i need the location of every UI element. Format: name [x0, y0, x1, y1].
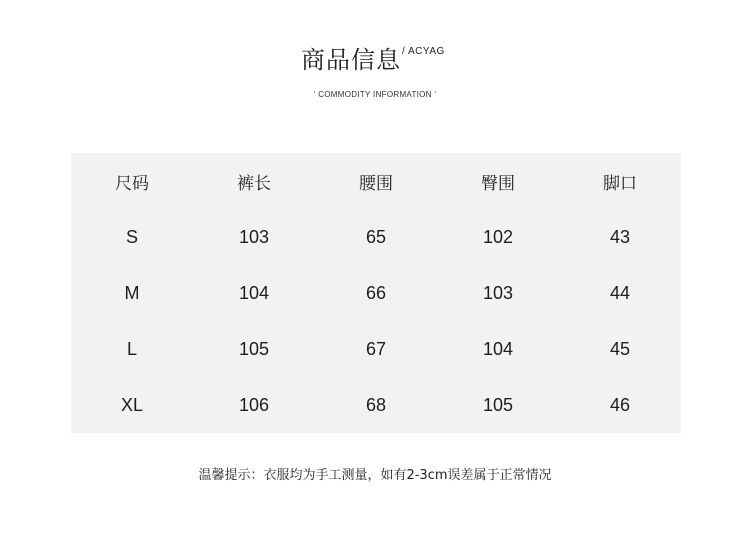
table-cell: 68 — [365, 394, 387, 415]
column-header-length: 裤长 — [237, 173, 271, 194]
table-cell: 103 — [482, 282, 514, 303]
column-header-hip: 臀围 — [481, 173, 515, 194]
table-cell: 104 — [238, 282, 270, 303]
table-cell: 105 — [482, 394, 514, 415]
brand-tag: / ACYAG — [402, 46, 445, 57]
table-cell: 65 — [365, 226, 387, 247]
table-row — [71, 377, 681, 433]
table-cell: 67 — [365, 338, 387, 359]
header — [0, 40, 750, 80]
table-row — [71, 321, 681, 377]
table-cell: L — [126, 338, 137, 359]
table-cell: 104 — [482, 338, 514, 359]
table-cell: XL — [120, 394, 144, 415]
table-cell: S — [125, 226, 138, 247]
table-cell: 44 — [609, 282, 631, 303]
table-header-row — [71, 153, 681, 209]
table-cell: 66 — [365, 282, 387, 303]
table-cell: 45 — [609, 338, 631, 359]
table-cell: 103 — [238, 226, 270, 247]
table-cell: 43 — [609, 226, 631, 247]
table-cell: 106 — [238, 394, 270, 415]
page-title: 商品信息 — [301, 46, 401, 74]
table-cell: 46 — [609, 394, 631, 415]
column-header-waist: 腰围 — [359, 173, 393, 194]
page-subtitle: ‘ COMMODITY INFORMATION ’ — [313, 90, 437, 99]
table-row — [71, 209, 681, 265]
column-header-hem: 脚口 — [603, 173, 637, 194]
size-table-panel — [71, 153, 681, 433]
measurement-note: 温馨提示：衣服均为手工测量，如有2-3cm误差属于正常情况 — [198, 468, 552, 483]
size-table — [71, 153, 681, 433]
table-row — [71, 265, 681, 321]
table-cell: 102 — [482, 226, 514, 247]
column-header-size: 尺码 — [115, 173, 149, 194]
table-cell: M — [124, 282, 140, 303]
table-cell: 105 — [238, 338, 270, 359]
